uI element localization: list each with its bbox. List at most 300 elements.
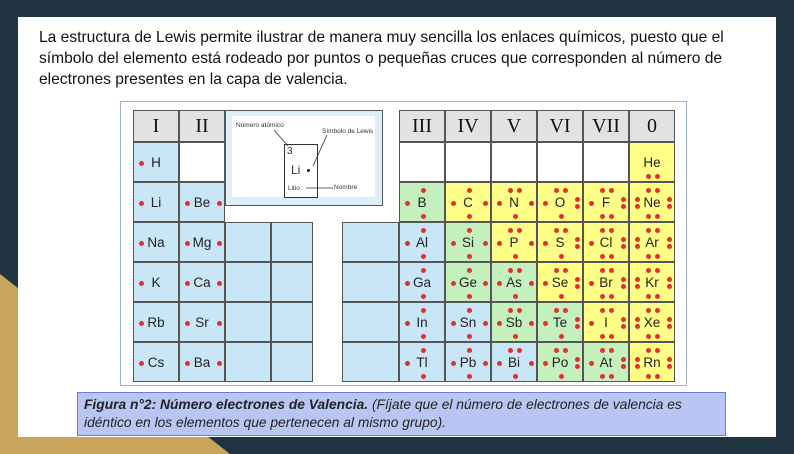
element-symbol: N — [509, 194, 519, 210]
electron-dot — [559, 334, 564, 339]
element-cell — [133, 302, 179, 342]
electron-dot — [185, 281, 190, 286]
element-symbol: Kr — [645, 274, 659, 290]
transition-cell — [271, 302, 313, 342]
element-cell — [179, 222, 225, 262]
element-symbol: Ne — [643, 194, 661, 210]
group-header-label: 0 — [647, 114, 657, 137]
element-symbol: P — [509, 234, 519, 250]
electron-dot — [635, 197, 640, 202]
group-header — [491, 110, 537, 142]
group-header-label: VII — [592, 114, 620, 137]
group-header-label: II — [195, 114, 209, 137]
electron-dot — [563, 268, 568, 273]
electron-dot — [139, 241, 144, 246]
element-cell — [537, 262, 583, 302]
element-symbol: At — [599, 354, 613, 370]
element-symbol: Sr — [195, 314, 209, 330]
electron-dot — [609, 308, 614, 313]
electron-dot — [513, 374, 518, 379]
element-symbol: Li — [150, 194, 162, 210]
electron-dot — [467, 294, 472, 299]
group-header — [133, 110, 179, 142]
electron-dot — [600, 348, 605, 353]
electron-dot — [621, 197, 626, 202]
electron-dot — [513, 294, 518, 299]
electron-dot — [635, 284, 640, 289]
group-header-label: III — [412, 114, 432, 137]
element-symbol: Be — [193, 194, 211, 210]
electron-dot — [451, 241, 456, 246]
electron-dot — [497, 241, 502, 246]
element-cell — [583, 182, 629, 222]
group-header — [629, 110, 675, 142]
element-symbol: Xe — [643, 314, 661, 330]
electron-dot — [421, 374, 426, 379]
element-symbol: H — [151, 154, 161, 170]
slide — [18, 17, 776, 437]
element-symbol: Se — [551, 274, 569, 290]
electron-dot — [609, 228, 614, 233]
element-cell — [179, 142, 225, 182]
electron-dot — [513, 254, 518, 259]
element-symbol: Al — [415, 234, 428, 250]
electron-dot — [609, 348, 614, 353]
electron-dot — [554, 268, 559, 273]
electron-dot — [217, 201, 222, 206]
electron-dot — [563, 228, 568, 233]
electron-dot — [467, 268, 472, 273]
electron-dot — [497, 201, 502, 206]
electron-dot — [559, 374, 564, 379]
electron-dot — [559, 254, 564, 259]
group-header — [583, 110, 629, 142]
electron-dot — [421, 268, 426, 273]
electron-dot — [139, 201, 144, 206]
element-cell — [491, 182, 537, 222]
element-symbol: Na — [147, 234, 165, 250]
element-symbol: In — [416, 314, 428, 330]
element-symbol: Li — [291, 163, 301, 177]
electron-dot — [646, 174, 651, 179]
electron-dot — [513, 334, 518, 339]
element-symbol: Mg — [192, 234, 212, 250]
electron-dot — [405, 321, 410, 326]
electron-dot — [421, 188, 426, 193]
electron-dot — [483, 241, 488, 246]
group-header-label: V — [506, 114, 522, 137]
electron-dot — [655, 294, 660, 299]
name-label: Nombre — [334, 184, 358, 191]
element-symbol: Ga — [412, 274, 431, 290]
element-cell — [491, 262, 537, 302]
electron-dot — [575, 244, 580, 249]
element-cell — [491, 302, 537, 342]
electron-dot — [575, 284, 580, 289]
electron-dot — [600, 228, 605, 233]
electron-dot — [667, 197, 672, 202]
electron-dot — [217, 241, 222, 246]
element-symbol: C — [463, 194, 473, 210]
electron-dot — [655, 348, 660, 353]
element-cell — [629, 182, 675, 222]
electron-dot — [646, 214, 651, 219]
electron-dot — [529, 241, 534, 246]
electron-dot — [609, 334, 614, 339]
element-symbol: As — [506, 274, 522, 290]
transition-cell — [225, 342, 271, 382]
electron-dot — [621, 277, 626, 282]
element-cell — [445, 342, 491, 382]
electron-dot — [609, 188, 614, 193]
electron-dot — [609, 374, 614, 379]
electron-dot — [635, 277, 640, 282]
transition-cell — [271, 342, 313, 382]
electron-dot — [600, 294, 605, 299]
electron-dot — [543, 321, 548, 326]
electron-dot — [543, 241, 548, 246]
electron-dot — [421, 254, 426, 259]
group-header — [399, 110, 445, 142]
element-symbol: Rb — [147, 314, 165, 330]
electron-dot — [217, 321, 222, 326]
element-symbol: K — [151, 274, 161, 290]
element-cell — [629, 142, 675, 182]
electron-dot — [655, 228, 660, 233]
electron-dot — [600, 268, 605, 273]
element-cell — [445, 302, 491, 342]
electron-dot — [508, 228, 513, 233]
electron-dot — [405, 241, 410, 246]
electron-dot — [646, 334, 651, 339]
electron-dot — [575, 204, 580, 209]
electron-dot — [451, 201, 456, 206]
element-symbol: Ge — [458, 274, 477, 290]
electron-dot — [667, 284, 672, 289]
element-symbol: F — [601, 194, 611, 210]
electron-dot — [589, 361, 594, 366]
electron-dot — [589, 281, 594, 286]
transition-cell — [342, 342, 399, 382]
element-cell — [179, 302, 225, 342]
electron-dot — [646, 308, 651, 313]
electron-dot — [589, 201, 594, 206]
electron-dot — [483, 281, 488, 286]
caption-body: (Fíjate que el número de electrones de valencia es idéntico en los elementos que pertenecen al mismo grupo). — [84, 397, 682, 430]
element-cell — [399, 142, 445, 182]
electron-dot — [635, 237, 640, 242]
electron-dot — [517, 348, 522, 353]
element-symbol: Cs — [147, 354, 165, 370]
electron-dot — [563, 308, 568, 313]
electron-dot — [635, 357, 640, 362]
legend-leader-lines — [232, 116, 375, 197]
electron-dot — [421, 228, 426, 233]
electron-dot — [646, 268, 651, 273]
electron-dot — [421, 348, 426, 353]
electron-dot — [421, 308, 426, 313]
group-header — [537, 110, 583, 142]
electron-dot — [554, 188, 559, 193]
electron-dot — [405, 201, 410, 206]
element-cell — [399, 222, 445, 262]
electron-dot — [508, 188, 513, 193]
electron-dot — [185, 361, 190, 366]
electron-dot — [217, 361, 222, 366]
electron-dot — [655, 214, 660, 219]
group-header — [445, 110, 491, 142]
element-cell — [133, 142, 179, 182]
electron-dot — [635, 364, 640, 369]
element-cell — [629, 342, 675, 382]
group-header-label: VI — [549, 114, 571, 137]
electron-dot — [575, 197, 580, 202]
lewis-legend-panel — [232, 116, 375, 197]
group-header-label: IV — [457, 114, 479, 137]
electron-dot — [621, 237, 626, 242]
group-header — [179, 110, 225, 142]
electron-dot — [575, 364, 580, 369]
element-cell — [491, 222, 537, 262]
element-symbol: Pb — [459, 354, 477, 370]
electron-dot — [667, 237, 672, 242]
electron-dot — [646, 254, 651, 259]
electron-dot — [529, 281, 534, 286]
element-symbol: I — [604, 314, 608, 330]
element-cell — [537, 182, 583, 222]
electron-dot — [621, 284, 626, 289]
element-cell — [179, 182, 225, 222]
atomic-number: 3 — [287, 146, 293, 157]
element-cell — [583, 302, 629, 342]
electron-dot — [559, 214, 564, 219]
element-cell — [537, 302, 583, 342]
electron-dot — [421, 294, 426, 299]
electron-dot — [217, 281, 222, 286]
electron-dot — [467, 188, 472, 193]
electron-dot — [589, 321, 594, 326]
electron-dot — [609, 294, 614, 299]
element-cell — [445, 222, 491, 262]
element-symbol: S — [555, 234, 565, 250]
transition-cell — [225, 222, 271, 262]
electron-dot — [621, 324, 626, 329]
electron-dot — [405, 361, 410, 366]
atomic-number-label: Número atómico — [236, 122, 284, 129]
electron-dot — [646, 228, 651, 233]
electron-dot — [451, 321, 456, 326]
element-cell — [445, 142, 491, 182]
electron-dot — [185, 201, 190, 206]
element-cell — [491, 142, 537, 182]
electron-dot — [543, 201, 548, 206]
electron-dot — [655, 308, 660, 313]
electron-dot — [667, 277, 672, 282]
electron-dot — [529, 361, 534, 366]
transition-cell — [342, 262, 399, 302]
transition-cell — [342, 222, 399, 262]
element-symbol: Rn — [643, 354, 661, 370]
element-symbol: Br — [599, 274, 613, 290]
electron-dot — [655, 174, 660, 179]
electron-dot — [554, 228, 559, 233]
electron-dot — [483, 201, 488, 206]
periodic-table-figure — [120, 101, 687, 386]
electron-dot — [600, 308, 605, 313]
electron-dot — [667, 244, 672, 249]
electron-dot — [517, 308, 522, 313]
electron-dot — [646, 374, 651, 379]
element-symbol: Si — [461, 234, 474, 250]
element-cell — [179, 342, 225, 382]
electron-dot — [529, 201, 534, 206]
electron-dot — [600, 188, 605, 193]
electron-dot — [635, 204, 640, 209]
electron-dot — [655, 374, 660, 379]
electron-dot — [646, 348, 651, 353]
transition-cell — [271, 262, 313, 302]
electron-dot — [575, 324, 580, 329]
electron-dot — [497, 321, 502, 326]
electron-dot — [467, 254, 472, 259]
electron-dot — [508, 348, 513, 353]
electron-dot — [559, 294, 564, 299]
electron-dot — [185, 241, 190, 246]
electron-dot — [517, 228, 522, 233]
element-cell — [629, 262, 675, 302]
electron-dot — [139, 281, 144, 286]
element-symbol: Tl — [416, 354, 428, 370]
electron-dot — [621, 204, 626, 209]
electron-dot — [609, 268, 614, 273]
electron-dot — [621, 244, 626, 249]
element-symbol: Ar — [645, 234, 659, 250]
element-cell — [399, 302, 445, 342]
electron-dot — [600, 254, 605, 259]
electron-dot — [185, 321, 190, 326]
electron-dot — [635, 324, 640, 329]
electron-dot — [517, 268, 522, 273]
electron-dot — [646, 294, 651, 299]
element-cell — [445, 262, 491, 302]
element-symbol: Po — [551, 354, 569, 370]
element-symbol: B — [417, 194, 427, 210]
transition-cell — [225, 262, 271, 302]
electron-dot — [609, 214, 614, 219]
electron-dot — [575, 317, 580, 322]
element-cell — [583, 222, 629, 262]
electron-dot — [405, 281, 410, 286]
electron-dot — [655, 254, 660, 259]
electron-dot — [139, 321, 144, 326]
electron-dot — [554, 308, 559, 313]
figure-caption — [77, 392, 726, 436]
electron-dot — [467, 308, 472, 313]
electron-dot — [451, 281, 456, 286]
electron-dot — [467, 374, 472, 379]
electron-dot — [497, 281, 502, 286]
element-symbol: Cl — [599, 234, 613, 250]
element-cell — [491, 342, 537, 382]
electron-dot — [646, 188, 651, 193]
element-cell — [445, 182, 491, 222]
element-symbol: Sn — [459, 314, 477, 330]
electron-dot — [543, 281, 548, 286]
element-cell — [629, 302, 675, 342]
element-cell — [629, 222, 675, 262]
electron-dot — [421, 214, 426, 219]
electron-dot — [483, 321, 488, 326]
electron-dot — [600, 334, 605, 339]
electron-dot — [667, 317, 672, 322]
element-symbol: Bi — [507, 354, 520, 370]
element-cell — [133, 342, 179, 382]
element-cell — [399, 262, 445, 302]
electron-dot — [667, 357, 672, 362]
transition-cell — [225, 302, 271, 342]
element-cell — [399, 182, 445, 222]
electron-dot — [529, 321, 534, 326]
electron-dot — [635, 317, 640, 322]
electron-dot — [667, 364, 672, 369]
element-symbol: Te — [552, 314, 568, 330]
electron-dot — [563, 348, 568, 353]
electron-dot — [575, 277, 580, 282]
intro-paragraph: La estructura de Lewis permite ilustrar de manera muy sencilla los enlaces químicos, puesto que el símbolo del elemento está rodeado por puntos o pequeñas cruces que corresponden al número de electrones presentes en la capa de valencia. — [39, 29, 724, 88]
electron-dot — [467, 334, 472, 339]
lewis-legend — [225, 110, 383, 206]
element-symbol: Ca — [193, 274, 211, 290]
electron-dot — [421, 334, 426, 339]
element-cell — [537, 222, 583, 262]
electron-dot — [467, 228, 472, 233]
element-symbol: He — [643, 154, 661, 170]
electron-dot — [139, 361, 144, 366]
electron-dot — [600, 374, 605, 379]
caption-title: Figura n°2: Número electrones de Valencia. — [84, 397, 369, 412]
element-symbol: Ba — [193, 354, 211, 370]
electron-dot — [667, 324, 672, 329]
electron-dot — [467, 214, 472, 219]
electron-dot — [575, 237, 580, 242]
electron-dot — [609, 254, 614, 259]
element-cell — [399, 342, 445, 382]
electron-dot — [655, 268, 660, 273]
electron-dot — [589, 241, 594, 246]
electron-dot — [667, 204, 672, 209]
electron-dot — [451, 361, 456, 366]
element-cell — [537, 342, 583, 382]
electron-dot — [467, 348, 472, 353]
element-symbol: O — [554, 194, 566, 210]
element-name: Litio — [288, 185, 300, 192]
group-header-label: I — [152, 114, 160, 137]
electron-dot — [554, 348, 559, 353]
electron-dot — [483, 361, 488, 366]
electron-dot — [600, 214, 605, 219]
element-cell — [583, 262, 629, 302]
electron-dot — [543, 361, 548, 366]
electron-dot — [635, 244, 640, 249]
electron-dot — [139, 161, 144, 166]
element-cell — [133, 182, 179, 222]
electron-dot — [508, 268, 513, 273]
electron-dot — [655, 188, 660, 193]
element-cell — [179, 262, 225, 302]
element-cell — [537, 142, 583, 182]
electron-dot — [621, 357, 626, 362]
electron-dot — [517, 188, 522, 193]
